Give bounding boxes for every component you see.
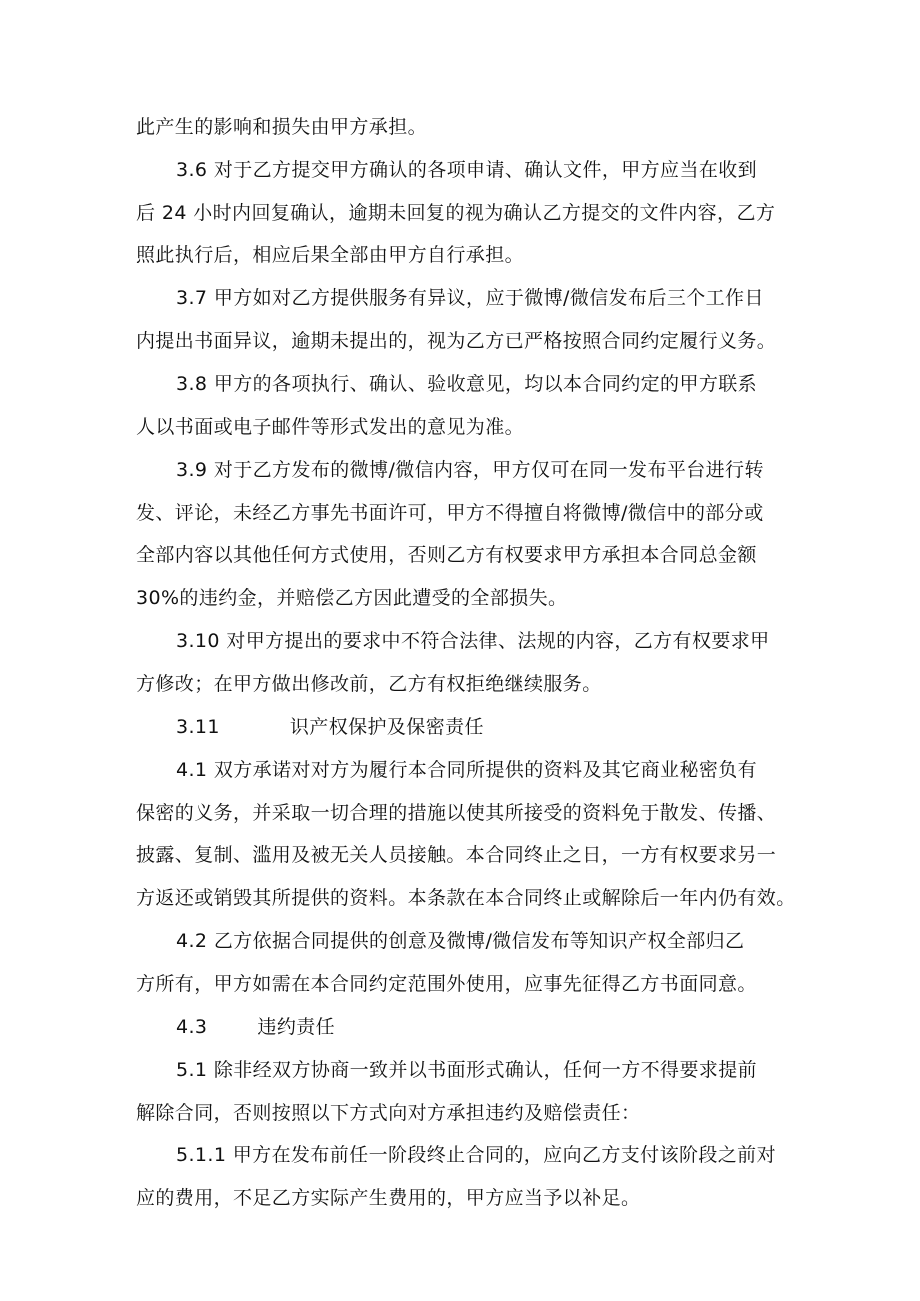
clause-3-9: 3.9 对于乙方发布的微博/微信内容，甲方仅可在同一发布平台进行转	[176, 459, 764, 481]
clause-4-1: 4.1 双方承诺对对方为履行本合同所提供的资料及其它商业秘密负有	[176, 759, 758, 781]
clause-3-7: 3.7 甲方如对乙方提供服务有异议，应于微博/微信发布后三个工作日	[176, 287, 764, 309]
text-line: 披露、复制、滥用及被无关人员接触。本合同终止之日，一方有权要求另一	[136, 844, 777, 866]
text-line: 此产生的影响和损失由甲方承担。	[136, 116, 428, 138]
text-line: 方所有，甲方如需在本合同约定范围外使用，应事先征得乙方书面同意。	[136, 973, 757, 995]
text-line: 30%的违约金，并赔偿乙方因此遭受的全部损失。	[136, 587, 568, 609]
text-line: 方修改；在甲方做出修改前，乙方有权拒绝继续服务。	[136, 673, 602, 695]
clause-3-10: 3.10 对甲方提出的要求中不符合法律、法规的内容，乙方有权要求甲	[176, 630, 770, 652]
text-line: 解除合同，否则按照以下方式向对方承担违约及赔偿责任：	[136, 1102, 641, 1124]
heading-number: 4.3	[176, 1016, 208, 1038]
text-line: 保密的义务，并采取一切合理的措施以使其所接受的资料免于散发、传播、	[136, 802, 777, 824]
section-heading-4-3	[176, 1014, 335, 1040]
text-line: 内提出书面异议，逾期未提出的，视为乙方已严格按照合同约定履行义务。	[136, 330, 777, 352]
text-line: 后 24 小时内回复确认，逾期未回复的视为确认乙方提交的文件内容，乙方	[136, 202, 776, 224]
text-line: 照此执行后，相应后果全部由甲方自行承担。	[136, 244, 525, 266]
clause-5-1: 5.1 除非经双方协商一致并以书面形式确认，任何一方不得要求提前	[176, 1059, 758, 1081]
heading-number: 3.11	[176, 716, 220, 738]
text-line: 应的费用，不足乙方实际产生费用的，甲方应当予以补足。	[136, 1187, 641, 1209]
text-line: 方返还或销毁其所提供的资料。本条款在本合同终止或解除后一年内仍有效。	[136, 887, 796, 909]
heading-title: 识产权保护及保密责任	[289, 716, 484, 738]
text-line: 人以书面或电子邮件等形式发出的意见为准。	[136, 416, 525, 438]
clause-3-8: 3.8 甲方的各项执行、确认、验收意见，均以本合同约定的甲方联系	[176, 373, 758, 395]
text-line: 全部内容以其他任何方式使用，否则乙方有权要求甲方承担本合同总金额	[136, 544, 757, 566]
heading-title: 违约责任	[257, 1016, 336, 1038]
clause-5-1-1: 5.1.1 甲方在发布前任一阶段终止合同的，应向乙方支付该阶段之前对	[176, 1144, 776, 1166]
section-heading-3-11	[176, 714, 484, 740]
text-line: 发、评论，未经乙方事先书面许可，甲方不得擅自将微博/微信中的部分或	[136, 502, 764, 524]
clause-3-6: 3.6 对于乙方提交甲方确认的各项申请、确认文件，甲方应当在收到	[176, 159, 758, 181]
clause-4-2: 4.2 乙方依据合同提供的创意及微博/微信发布等知识产权全部归乙	[176, 930, 745, 952]
